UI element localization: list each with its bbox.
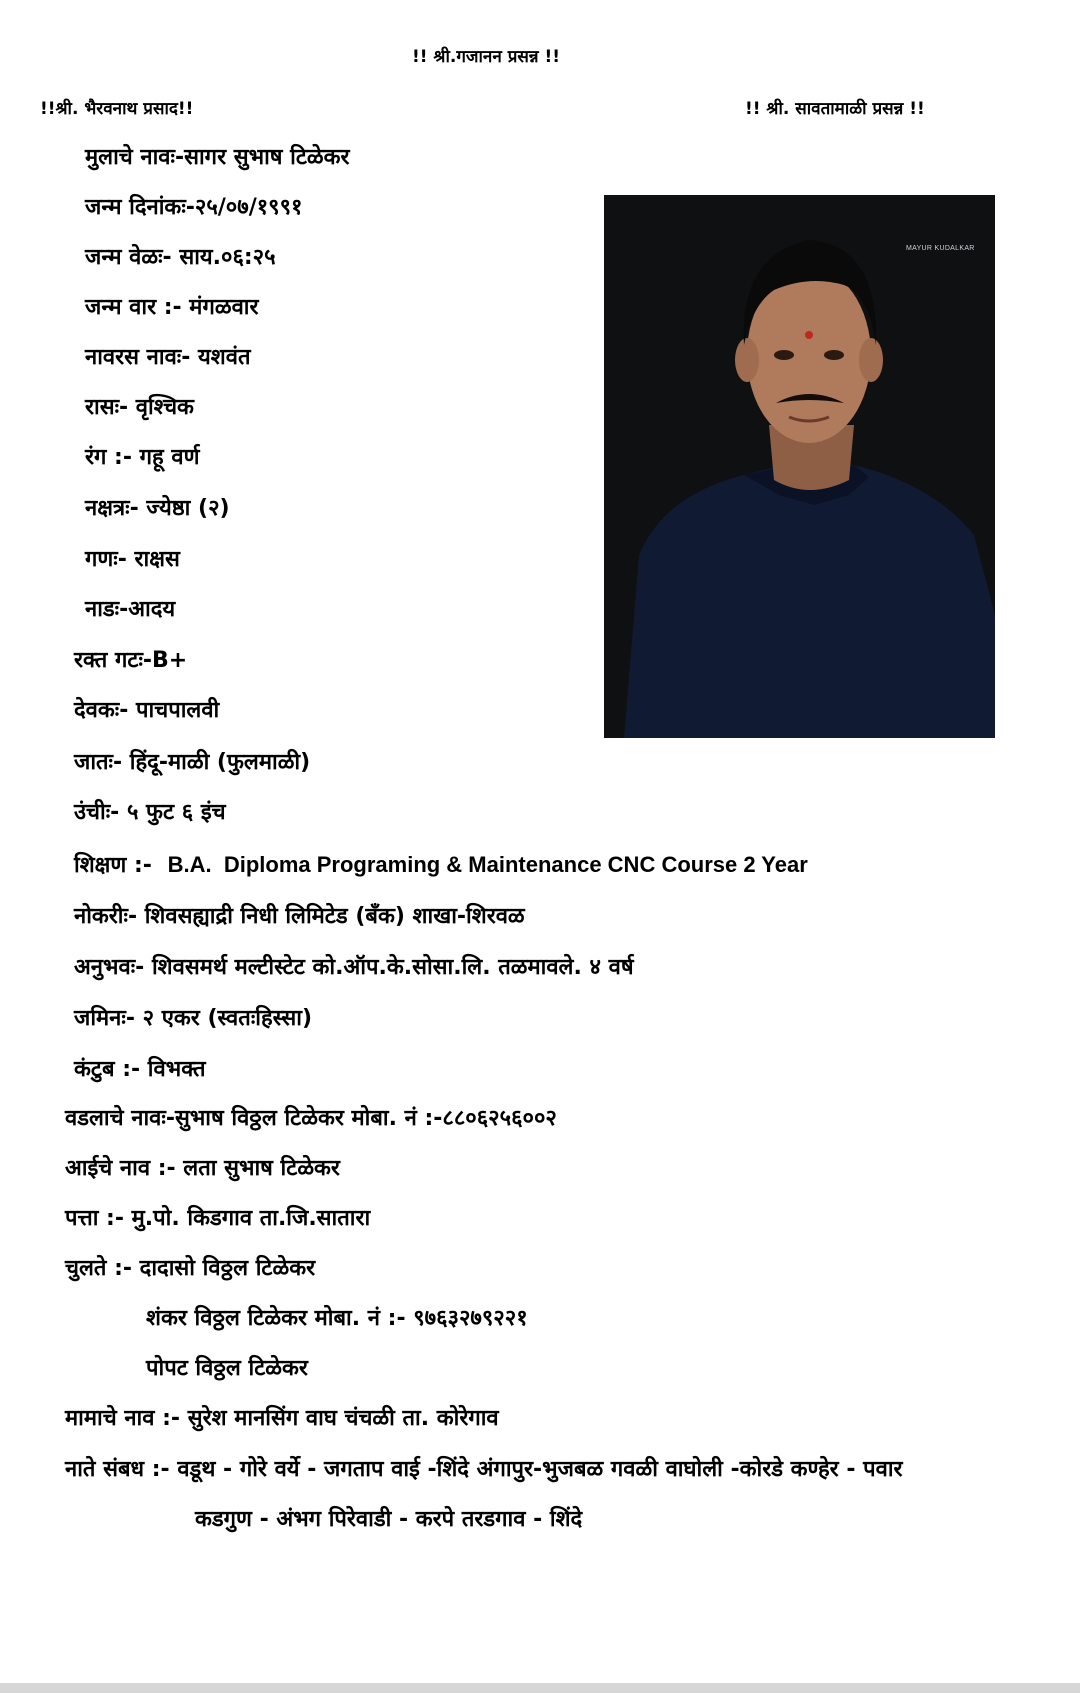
header-center: !! श्री.गजानन प्रसन्न !! [412, 47, 560, 67]
photo-watermark: MAYUR KUDALKAR [906, 245, 975, 252]
field-job: नोकरीः- शिवसह्याद्री निधी लिमिटेड (बँक) शाखा-शिरवळ [74, 904, 525, 929]
field-caste: जातः- हिंदू-माळी (फुलमाळी) [74, 750, 311, 775]
field-experience: अनुभवः- शिवसमर्थ मल्टीस्टेट को.ऑप.के.सोसा.लि. तळमावले. ४ वर्ष [74, 955, 634, 980]
field-uncles: चुलते :- दादासो विठ्ठल टिळेकर [65, 1256, 316, 1281]
header-left: !!श्री. भैरवनाथ प्रसाद!! [40, 99, 194, 119]
field-father: वडलाचे नावः-सुभाष विठ्ठल टिळेकर मोबा. नं :-८८०६२५६००२ [65, 1106, 557, 1131]
field-name: मुलाचे नावः-सागर सुभाष टिळेकर [85, 145, 350, 170]
field-complexion: रंग :- गहू वर्ण [85, 445, 200, 470]
field-land: जमिनः- २ एकर (स्वतःहिस्सा) [74, 1006, 313, 1031]
field-uncle-3: पोपट विठ्ठल टिळेकर [146, 1356, 308, 1381]
profile-photo [604, 195, 995, 738]
field-gan: गणः- राक्षस [85, 547, 180, 572]
field-relations-cont: कडगुण - अंभग पिरेवाडी - करपे तरडगाव - शिंदे [195, 1507, 583, 1532]
field-family-type: कंटुब :- विभक्त [74, 1057, 206, 1082]
field-rashi: रासः- वृश्चिक [85, 395, 194, 420]
field-devak: देवकः- पाचपालवी [74, 698, 220, 723]
field-nadi: नाडः-आदय [85, 597, 176, 622]
header-right: !! श्री. सावतामाळी प्रसन्न !! [745, 99, 925, 119]
field-height: उंचीः- ५ फुट ६ इंच [74, 800, 226, 825]
field-dob: जन्म दिनांकः-२५/०७/१९९१ [85, 195, 303, 220]
education-label: शिक्षण :- [74, 853, 152, 878]
field-education [74, 850, 808, 881]
field-mother: आईचे नाव :- लता सुभाष टिळेकर [65, 1156, 340, 1181]
field-nakshatra: नक्षत्रः- ज्येष्ठा (२) [85, 496, 230, 521]
field-tob: जन्म वेळः- साय.०६:२५ [85, 245, 276, 270]
field-blood-group: रक्त गटः-B+ [74, 648, 188, 673]
field-maternal-uncle: मामाचे नाव :- सुरेश मानसिंग वाघ चंचळी ता. कोरेगाव [65, 1406, 499, 1431]
field-address: पत्ता :- मु.पो. किडगाव ता.जि.सातारा [65, 1206, 371, 1231]
portrait-illustration [604, 195, 995, 738]
field-uncle-2: शंकर विठ्ठल टिळेकर मोबा. नं :- ९७६३२७९२२१ [146, 1306, 528, 1331]
education-value: B.A. Diploma Programing & Maintenance CNC Course 2 Year [167, 852, 808, 877]
page-bottom-edge [0, 1683, 1080, 1693]
field-relations: नाते संबध :- वडूथ - गोरे वर्ये - जगताप वाई -शिंदे अंगापुर-भुजबळ गवळी वाघोली -कोरडे कण्हेर - पवार [65, 1457, 903, 1482]
field-day: जन्म वार :- मंगळवार [85, 295, 259, 320]
field-nickname: नावरस नावः- यशवंत [85, 345, 251, 370]
